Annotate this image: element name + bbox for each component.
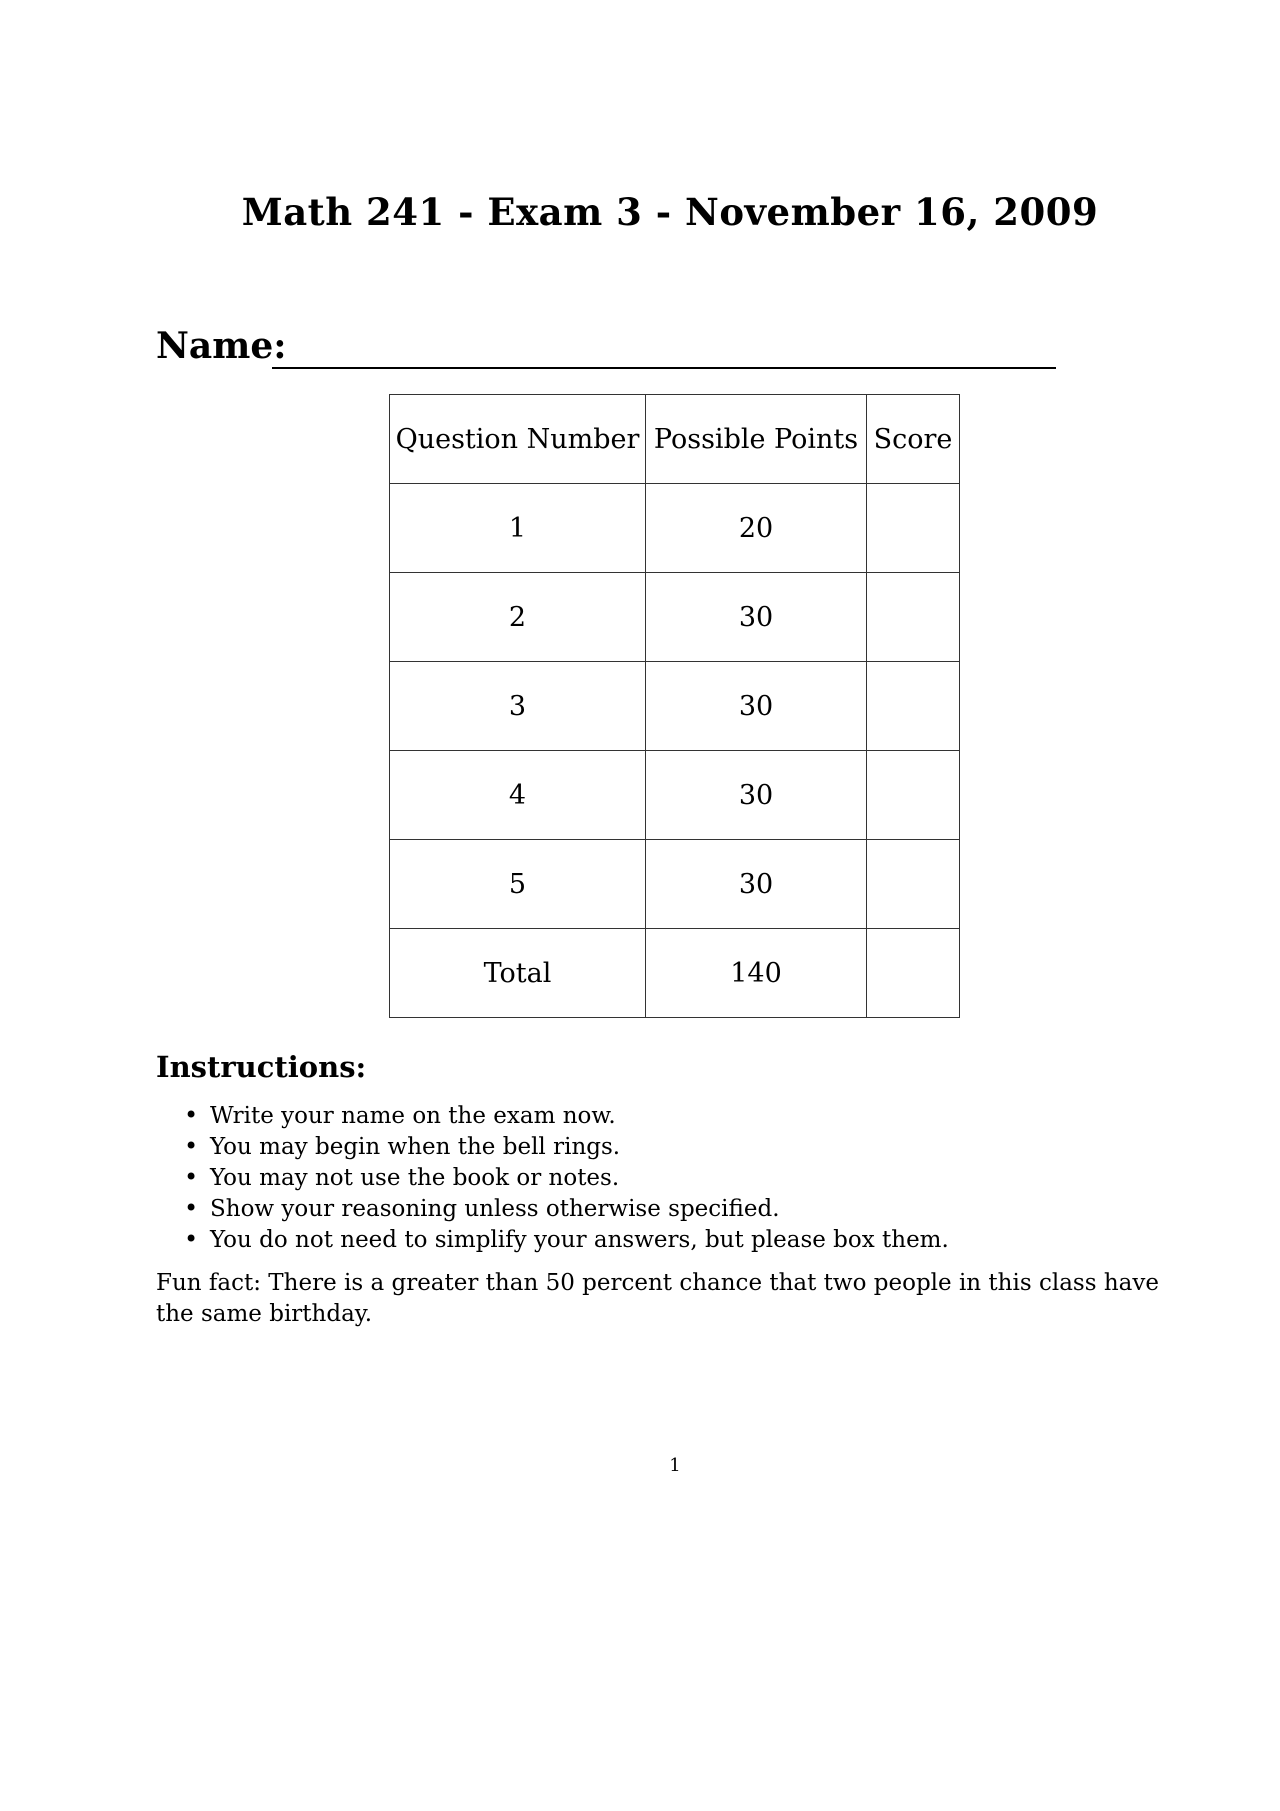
total-points-cell: 140 [646, 929, 867, 1018]
score-cell [867, 573, 960, 662]
possible-points-cell: 30 [646, 662, 867, 751]
page-title: Math 241 - Exam 3 - November 16, 2009 [241, 190, 1099, 234]
possible-points-cell: 30 [646, 840, 867, 929]
question-number-cell: 3 [390, 662, 646, 751]
score-cell [867, 751, 960, 840]
name-field-line [272, 367, 1056, 369]
question-number-cell: 5 [390, 840, 646, 929]
instructions-list [210, 1100, 949, 1255]
list-item: • You may begin when the bell rings. [210, 1131, 949, 1162]
score-table [389, 394, 960, 1018]
column-header-possible-points: Possible Points [646, 395, 867, 484]
table-row [390, 573, 960, 662]
question-number-cell: 4 [390, 751, 646, 840]
score-cell [867, 662, 960, 751]
table-header-row [390, 395, 960, 484]
possible-points-cell: 20 [646, 484, 867, 573]
total-score-cell [867, 929, 960, 1018]
list-item: • You may not use the book or notes. [210, 1162, 949, 1193]
table-total-row [390, 929, 960, 1018]
list-item: • You do not need to simplify your answers, but please box them. [210, 1224, 949, 1255]
question-number-cell: 1 [390, 484, 646, 573]
question-number-cell: 2 [390, 573, 646, 662]
list-item: • Write your name on the exam now. [210, 1100, 949, 1131]
name-label: Name: [156, 325, 287, 367]
score-cell [867, 484, 960, 573]
table-row [390, 840, 960, 929]
possible-points-cell: 30 [646, 573, 867, 662]
score-cell [867, 840, 960, 929]
column-header-question-number: Question Number [390, 395, 646, 484]
table-row [390, 484, 960, 573]
total-label-cell: Total [390, 929, 646, 1018]
page-number: 1 [669, 1455, 681, 1476]
fun-fact-paragraph: Fun fact: There is a greater than 50 percent chance that two people in this class have the same birthday. [156, 1270, 1159, 1327]
table-row [390, 662, 960, 751]
column-header-score: Score [867, 395, 960, 484]
table-row [390, 751, 960, 840]
instructions-heading: Instructions: [156, 1050, 367, 1084]
possible-points-cell: 30 [646, 751, 867, 840]
list-item: • Show your reasoning unless otherwise specified. [210, 1193, 949, 1224]
